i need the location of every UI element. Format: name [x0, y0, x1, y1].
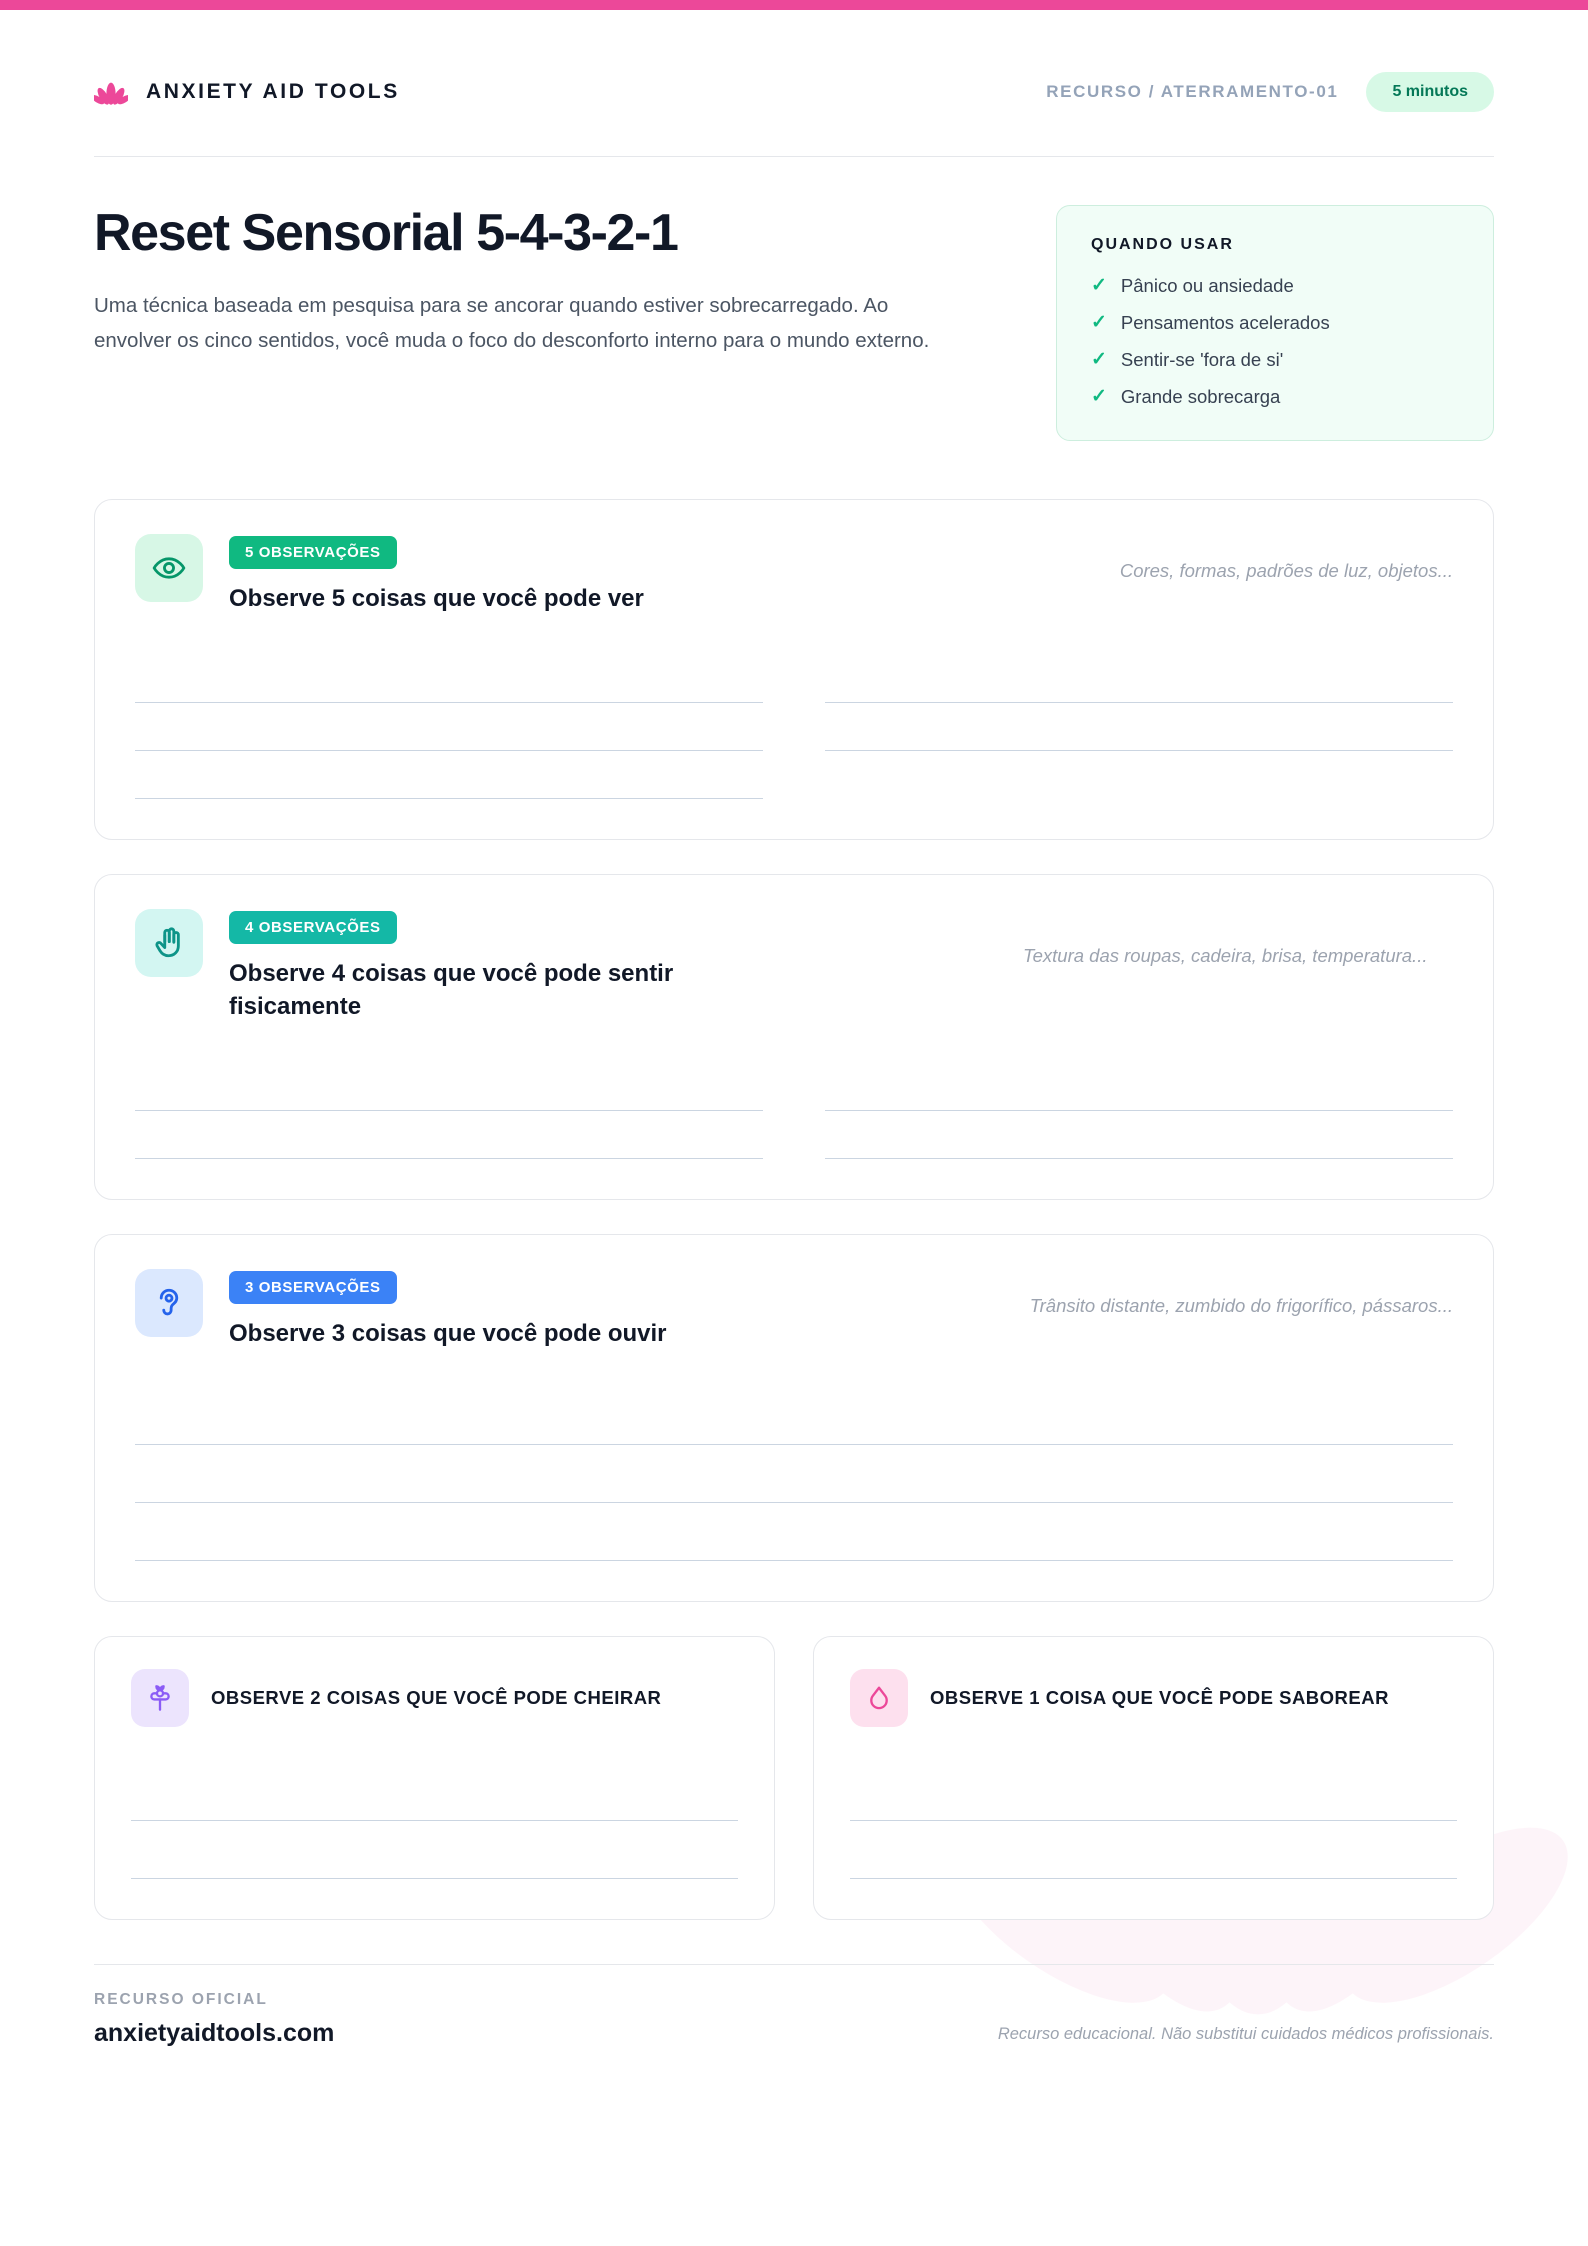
mini-step-title: OBSERVE 1 COISA QUE VOCÊ PODE SABOREAR — [930, 1686, 1389, 1708]
step-title: Observe 5 coisas que você pode ver — [229, 585, 644, 612]
write-line[interactable] — [825, 655, 1453, 703]
masthead — [0, 10, 1588, 112]
when-to-use-item — [1091, 385, 1459, 408]
write-line[interactable] — [135, 1455, 1453, 1503]
check-icon: ✓ — [1091, 349, 1107, 370]
write-line[interactable] — [131, 1831, 738, 1879]
write-line[interactable] — [825, 1063, 1453, 1111]
write-line[interactable] — [850, 1773, 1457, 1821]
eye-icon — [135, 534, 203, 602]
check-icon: ✓ — [1091, 386, 1107, 407]
step-card-taste — [813, 1636, 1494, 1920]
step-text — [229, 909, 997, 1023]
write-line[interactable] — [135, 655, 763, 703]
when-to-use-item-label: Grande sobrecarga — [1120, 385, 1281, 407]
write-line[interactable] — [135, 751, 763, 799]
ear-icon — [135, 1269, 203, 1337]
step-card-smell — [94, 1636, 775, 1920]
mini-step-title: OBSERVE 2 COISAS QUE VOCÊ PODE CHEIRAR — [211, 1686, 662, 1708]
footer-brand — [94, 1991, 334, 2048]
when-to-use-item-label: Pânico ou ansiedade — [1120, 274, 1294, 296]
page-description: Uma técnica baseada em pesquisa para se ancorar quando estiver sobrecarregado. Ao envolver os cinco sentidos, você muda o foco do desconforto interno para o mundo externo. — [94, 294, 930, 353]
write-line[interactable] — [135, 1111, 763, 1159]
resource-reference: RECURSO / ATERRAMENTO-01 — [1046, 82, 1339, 101]
write-line[interactable] — [825, 1111, 1453, 1159]
step-title: Observe 3 coisas que você pode ouvir — [229, 1320, 667, 1348]
footer-disclaimer: Recurso educacional. Não substitui cuidados médicos profissionais. — [997, 2024, 1494, 2043]
step-write-area[interactable] — [135, 1397, 1453, 1561]
step-hint: Trânsito distante, zumbido do frigorífico, pássaros... — [1029, 1295, 1453, 1317]
step-count-badge: 3 OBSERVAÇÕES — [229, 1271, 397, 1304]
flower-icon — [131, 1669, 189, 1727]
brand-name: ANXIETY AID TOOLS — [146, 80, 400, 103]
step-write-area[interactable] — [850, 1773, 1457, 1879]
step-text — [229, 1269, 827, 1350]
write-line[interactable] — [825, 703, 1453, 751]
write-line[interactable] — [135, 703, 763, 751]
check-icon: ✓ — [1091, 312, 1107, 333]
lotus-icon — [94, 75, 128, 109]
step-card-see — [94, 499, 1494, 840]
when-to-use-item-label: Pensamentos acelerados — [1120, 311, 1330, 333]
footer-site[interactable]: anxietyaidtools.com — [94, 2018, 335, 2047]
write-line[interactable] — [131, 1773, 738, 1821]
step-count-badge: 5 OBSERVAÇÕES — [229, 536, 397, 569]
step-text — [229, 534, 927, 615]
when-to-use-item — [1091, 348, 1459, 371]
droplet-icon — [850, 1669, 908, 1727]
mini-steps-section — [0, 1636, 1588, 1920]
mini-step-header — [131, 1669, 738, 1727]
header-meta — [1046, 72, 1494, 112]
when-to-use-item — [1091, 311, 1459, 334]
step-header — [135, 909, 1453, 1023]
step-header — [135, 1269, 1453, 1350]
when-to-use-card — [1056, 205, 1494, 441]
step-header — [135, 534, 1453, 615]
brand — [94, 75, 400, 109]
footer-label: RECURSO OFICIAL — [94, 1990, 268, 2008]
step-title: Observe 4 coisas que você pode sentir fisicamente — [229, 960, 674, 1020]
step-card-feel — [94, 874, 1494, 1200]
accent-top-bar — [0, 0, 1588, 10]
write-line[interactable] — [135, 1397, 1453, 1445]
page-title: Reset Sensorial 5-4-3-2-1 — [94, 204, 678, 262]
when-to-use-title: QUANDO USAR — [1091, 236, 1234, 253]
hero-section — [0, 157, 1588, 441]
step-count-badge: 4 OBSERVAÇÕES — [229, 911, 397, 944]
duration-badge: 5 minutos — [1366, 72, 1494, 112]
when-to-use-item — [1091, 274, 1459, 297]
steps-section — [0, 441, 1588, 1602]
step-hint: Textura das roupas, cadeira, brisa, temperatura... — [1023, 945, 1428, 967]
step-write-area[interactable] — [135, 1063, 1453, 1159]
write-line[interactable] — [135, 1513, 1453, 1561]
when-to-use-item-label: Sentir-se 'fora de si' — [1120, 348, 1284, 370]
step-card-hear — [94, 1234, 1494, 1601]
footer — [0, 1965, 1588, 2048]
hero-text — [94, 205, 974, 359]
hand-icon — [135, 909, 203, 977]
write-line[interactable] — [135, 1063, 763, 1111]
write-line[interactable] — [850, 1831, 1457, 1879]
step-hint: Cores, formas, padrões de luz, objetos... — [1119, 560, 1453, 581]
mini-step-header — [850, 1669, 1457, 1727]
step-write-area[interactable] — [135, 655, 1453, 799]
check-icon: ✓ — [1091, 275, 1107, 296]
step-write-area[interactable] — [131, 1773, 738, 1879]
